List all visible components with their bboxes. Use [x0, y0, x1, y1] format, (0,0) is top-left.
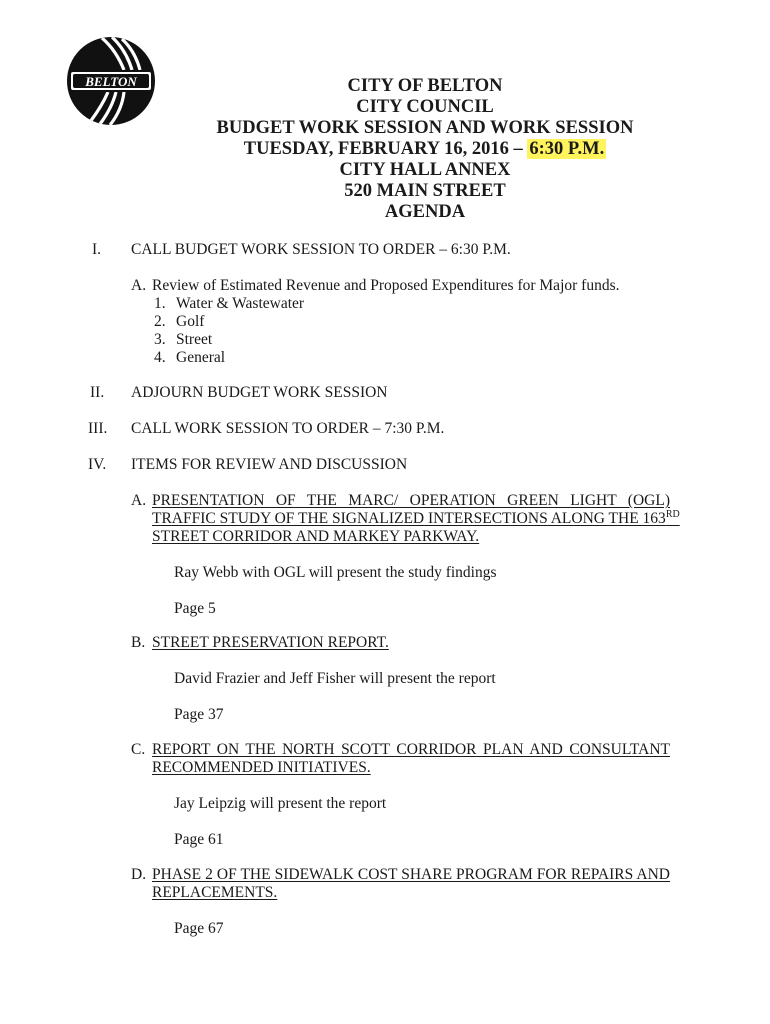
agenda-header — [0, 76, 770, 223]
list-item: General — [176, 349, 226, 366]
list-item: Street — [176, 331, 213, 348]
item-label: A. — [131, 277, 147, 294]
header-address: 520 MAIN STREET — [344, 181, 506, 201]
header-location: CITY HALL ANNEX — [339, 160, 511, 180]
list-number: 1. — [154, 295, 166, 312]
presenter-note: David Frazier and Jeff Fisher will present the report — [174, 670, 496, 687]
item-title-line: REPORT ON THE NORTH SCOTT CORRIDOR PLAN AND CONSULTANT — [152, 741, 670, 758]
section-title: CALL BUDGET WORK SESSION TO ORDER – 6:30 P.M. — [131, 241, 511, 258]
list-number: 2. — [154, 313, 166, 330]
item-label: A. — [131, 492, 147, 509]
page-ref: Page 5 — [174, 600, 216, 617]
item-label: C. — [131, 741, 146, 758]
item-title-text: TRAFFIC STUDY OF THE SIGNALIZED INTERSECTIONS ALONG THE 163 — [152, 510, 666, 527]
item-title-line: PHASE 2 OF THE SIDEWALK COST SHARE PROGRAM FOR REPAIRS AND — [152, 866, 670, 883]
item-title-line: REPLACEMENTS. — [152, 884, 278, 901]
list-item: Water & Wastewater — [176, 295, 305, 312]
header-council: CITY COUNCIL — [356, 97, 494, 117]
header-date-text: TUESDAY, FEBRUARY 16, 2016 – — [243, 139, 528, 159]
page-ref: Page 67 — [174, 920, 224, 937]
item-title-line: PRESENTATION OF THE MARC/ OPERATION GREEN LIGHT (OGL) — [152, 492, 670, 509]
logo-text: BELTON — [85, 74, 137, 89]
page-ref: Page 37 — [174, 706, 224, 723]
presenter-note: Ray Webb with OGL will present the study findings — [174, 564, 497, 581]
header-city: CITY OF BELTON — [347, 76, 503, 96]
section-title: ADJOURN BUDGET WORK SESSION — [131, 384, 388, 401]
item-title-line: STREET CORRIDOR AND MARKEY PARKWAY. — [152, 528, 480, 545]
presenter-note: Jay Leipzig will present the report — [174, 795, 387, 812]
section-number: III. — [88, 420, 108, 437]
item-label: B. — [131, 634, 146, 651]
section-number: II. — [90, 384, 105, 401]
header-time-highlight: 6:30 P.M. — [529, 139, 605, 159]
header-agenda: AGENDA — [384, 202, 466, 222]
section-title: CALL WORK SESSION TO ORDER – 7:30 P.M. — [131, 420, 445, 437]
list-item: Golf — [176, 313, 205, 330]
header-session: BUDGET WORK SESSION AND WORK SESSION — [216, 118, 634, 138]
list-number: 4. — [154, 349, 166, 366]
section-number: IV. — [88, 456, 107, 473]
header-date — [80, 139, 770, 160]
section-title: ITEMS FOR REVIEW AND DISCUSSION — [131, 456, 408, 473]
item-title-line: STREET PRESERVATION REPORT. — [152, 634, 389, 651]
section-number: I. — [92, 241, 102, 258]
list-number: 3. — [154, 331, 166, 348]
superscript: RD — [665, 508, 680, 520]
item-title-line: RECOMMENDED INITIATIVES. — [152, 759, 371, 776]
item-label: D. — [131, 866, 147, 883]
page-ref: Page 61 — [174, 831, 224, 848]
item-title-line — [152, 510, 680, 528]
item-text: Review of Estimated Revenue and Proposed Expenditures for Major funds. — [152, 277, 620, 294]
